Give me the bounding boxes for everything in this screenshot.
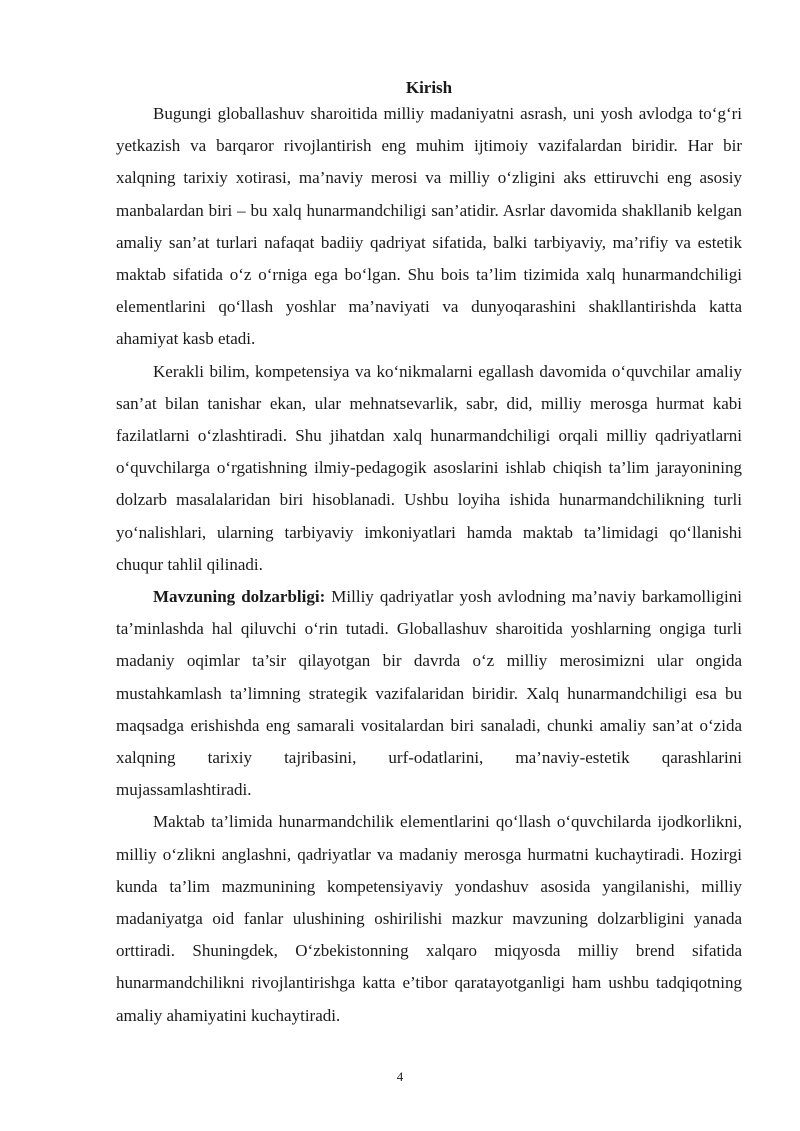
paragraph-text: Bugungi globallashuv sharoitida milliy madaniyatni asrash, uni yosh avlodga to‘g‘ri yetkazish va barqaror rivojlantirish eng muhim ijtimoiy vazifalardan biridir. Har bir xalqning tarixiy xotirasi, ma’naviy merosi va milliy o‘zligini aks ettiruvchi eng asosiy manbalardan biri – bu xalq hunarmandchiligi san’atidir. Asrlar davomida shakllanib kelgan amaliy san’at turlari nafaqat badiiy qadriyat sifatida, balki tarbiyaviy, ma’rifiy va estetik maktab sifatida o‘z o‘rniga ega bo‘lgan. Shu bois ta’lim tizimida xalq hunarmandchiligi elementlarini qo‘llash yoshlar ma’naviyati va dunyoqarashini shakllantirishda katta ahamiyat kasb etadi. [116, 104, 742, 349]
section-heading: Kirish [405, 78, 453, 97]
paragraph-skills [116, 356, 742, 581]
paragraph-text: Milliy qadriyatlar yosh avlodning ma’naviy barkamolligini ta’minlashda hal qiluvchi o‘rin tutadi. Globallashuv sharoitida yoshlarning ongiga turli madaniy oqimlar ta’sir qilayotgan bir davrda o‘z milliy merosimizni ular ongida mustahkamlash ta’limning strategik vazifalaridan biridir. Xalq hunarmandchiligi esa bu maqsadga erishishda eng samarali vositalardan biri sanaladi, chunki amaliy san’at o‘zida xalqning tarixiy tajribasini, urf-odatlarini, ma’naviy-estetik qarashlarini mujassamlashtiradi. [116, 587, 742, 800]
paragraph-intro [116, 98, 742, 356]
paragraph-text: Maktab ta’limida hunarmandchilik elementlarini qo‘llash o‘quvchilarda ijodkorlikni, milliy o‘zlikni anglashni, qadriyatlar va madaniy merosga hurmatni kuchaytiradi. Hozirgi kunda ta’lim mazmunining kompetensiyaviy yondashuv asosida yangilanishi, milliy madaniyatga oid fanlar ulushining oshirilishi mazkur mavzuning dolzarbligini yanada orttiradi. Shuningdek, O‘zbekistonning xalqaro miqyosda milliy brend sifatida hunarmandchilikni rivojlantirishga katta e’tibor qaratayotganligi ham ushbu tadqiqotning amaliy ahamiyatini kuchaytiradi. [116, 812, 742, 1025]
page-number: 4 [396, 1069, 404, 1084]
paragraph-relevance [116, 581, 742, 806]
page-body [116, 78, 742, 1032]
paragraph-lead-bold: Mavzuning dolzarbligi: [153, 587, 326, 607]
paragraph-school [116, 806, 742, 1031]
paragraph-text: Kerakli bilim, kompetensiya va ko‘nikmalarni egallash davomida o‘quvchilar amaliy san’at bilan tanishar ekan, ular mehnatsevarlik, sabr, did, milliy merosga hurmat kabi fazilatlarni o‘zlashtiradi. Shu jihatdan xalq hunarmandchiligi orqali milliy qadriyatlarni o‘quvchilarga o‘rgatishning ilmiy-pedagogik asoslarini ishlab chiqish ta’lim jarayonining dolzarb masalalaridan biri hisoblanadi. Ushbu loyiha ishida hunarmandchilikning turli yo‘nalishlari, ularning tarbiyaviy imkoniyatlari hamda maktab ta’limidagi qo‘llanishi chuqur tahlil qilinadi. [116, 361, 742, 574]
